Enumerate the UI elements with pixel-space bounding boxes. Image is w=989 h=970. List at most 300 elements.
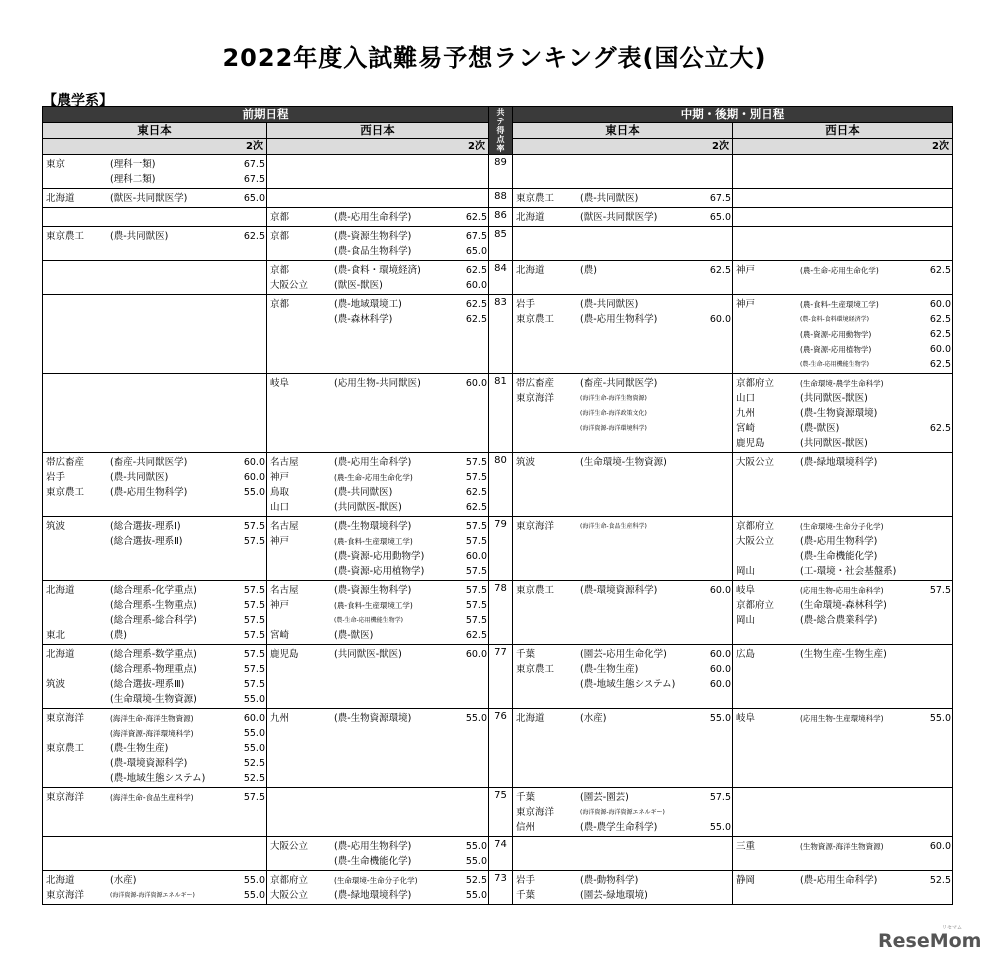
faculty-name: (総合選抜-理系Ⅱ): [110, 536, 183, 547]
deviation-value: 52.5: [465, 875, 487, 886]
score-cell: 86: [489, 208, 513, 227]
university-name: 京都府立: [736, 378, 775, 389]
cell-cw: [733, 453, 953, 517]
deviation-value: 62.5: [929, 314, 951, 325]
university-entry: [270, 647, 487, 662]
faculty-name: (農-資源-応用植物学): [800, 345, 872, 354]
header-niji: 2次: [733, 139, 953, 155]
university-name: 大阪公立: [736, 536, 775, 547]
cell-ce: [513, 453, 733, 517]
faculty-name: (海洋生命-食品生産科学): [110, 793, 194, 802]
university-name: 名古屋: [270, 585, 299, 596]
header-chuki-west: 西日本: [733, 123, 953, 139]
deviation-value: [923, 519, 951, 534]
faculty-name: (農-食料-食料環境経済学): [800, 316, 870, 323]
faculty-name: (農-共同獣医): [334, 487, 393, 498]
faculty-name: (農-緑地環境科学): [334, 890, 412, 901]
university-name: 東京: [46, 159, 66, 170]
deviation-value: 62.5: [929, 329, 951, 340]
university-entry: [516, 677, 731, 692]
university-name: [46, 771, 110, 786]
cell-cw: [733, 295, 953, 374]
faculty-name: (総合理系-総合科学): [110, 615, 197, 626]
university-name: 千葉: [516, 890, 536, 901]
cell-ze: [43, 261, 267, 295]
deviation-value: 62.5: [929, 265, 951, 276]
deviation-value: [923, 647, 951, 662]
university-name: 神戸: [736, 299, 756, 310]
header-niji: 2次: [43, 139, 267, 155]
faculty-name: (農-応用生物科学): [110, 487, 188, 498]
cell-ce: [513, 709, 733, 788]
deviation-value: [703, 421, 731, 436]
university-entry: [270, 598, 487, 613]
university-entry: [46, 662, 265, 677]
faculty-name: (農-応用生命科学): [800, 875, 878, 886]
deviation-value: 62.5: [465, 265, 487, 276]
university-name: 東京海洋: [516, 807, 555, 818]
deviation-value: [923, 391, 951, 406]
faculty-name: (生物生産-生物生産): [800, 649, 887, 660]
cell-zw: [267, 581, 489, 645]
faculty-name: (農-生命機能化学): [800, 551, 878, 562]
university-entry: [736, 391, 951, 406]
university-entry: [270, 312, 487, 327]
university-entry: [270, 278, 487, 293]
university-entry: [516, 711, 731, 726]
cell-zw: [267, 837, 489, 871]
university-name: 北海道: [46, 585, 75, 596]
cell-ze: [43, 374, 267, 453]
deviation-value: 60.0: [465, 378, 487, 389]
deviation-value: 57.5: [243, 536, 265, 547]
cell-ze: [43, 189, 267, 208]
deviation-value: 60.0: [929, 299, 951, 310]
university-name: [46, 662, 110, 677]
cell-zw: [267, 871, 489, 905]
score-cell: 83: [489, 295, 513, 374]
deviation-value: 57.5: [465, 521, 487, 532]
university-entry: [516, 263, 731, 278]
university-entry: [270, 263, 487, 278]
university-name: 帯広畜産: [516, 378, 555, 389]
table-row: [43, 374, 953, 453]
university-entry: [736, 534, 951, 549]
deviation-value: 57.5: [709, 792, 731, 803]
cell-ze: [43, 295, 267, 374]
deviation-value: [703, 391, 731, 406]
faculty-name: (理科二類): [110, 174, 156, 185]
university-name: 東京海洋: [46, 890, 85, 901]
university-entry: [736, 519, 951, 534]
university-name: 九州: [270, 713, 290, 724]
university-entry: [270, 376, 487, 391]
faculty-name: (農-資源-応用植物学): [334, 566, 425, 577]
cell-ze: [43, 871, 267, 905]
deviation-value: [923, 613, 951, 628]
university-entry: [736, 873, 951, 888]
university-entry: [736, 312, 951, 327]
university-entry: [270, 455, 487, 470]
deviation-value: 65.0: [243, 193, 265, 204]
deviation-value: [703, 805, 731, 820]
university-name: 筑波: [516, 457, 536, 468]
university-entry: [270, 229, 487, 244]
faculty-name: (海洋資源-海洋環境科学): [580, 425, 647, 432]
university-name: [270, 244, 334, 259]
faculty-name: (畜産-共同獣医学): [110, 457, 188, 468]
deviation-value: 57.5: [465, 536, 487, 547]
faculty-name: (海洋資源-海洋資源エネルギー): [110, 892, 195, 899]
faculty-name: (獣医-獣医): [334, 280, 383, 291]
deviation-value: 55.0: [709, 713, 731, 724]
university-name: 広島: [736, 649, 756, 660]
faculty-name: (農-生物環境科学): [334, 521, 412, 532]
faculty-name: (農-共同獣医): [580, 299, 639, 310]
university-name: 北海道: [516, 212, 545, 223]
deviation-value: 52.5: [243, 758, 265, 769]
university-name: [516, 406, 580, 421]
faculty-name: (生命環境-生物資源): [110, 694, 197, 705]
university-entry: [270, 613, 487, 628]
score-cell: 74: [489, 837, 513, 871]
deviation-value: 57.5: [465, 566, 487, 577]
table-row: [43, 295, 953, 374]
faculty-name: (水産): [110, 875, 137, 886]
faculty-name: (農-共同獣医): [110, 231, 169, 242]
header-niji: 2次: [267, 139, 489, 155]
deviation-value: [703, 888, 731, 903]
university-entry: [516, 888, 731, 903]
university-entry: [46, 692, 265, 707]
score-cell: 77: [489, 645, 513, 709]
cell-ce: [513, 261, 733, 295]
faculty-name: (農-緑地環境科学): [800, 457, 878, 468]
faculty-name: (水産): [580, 713, 607, 724]
header-zenki: 前期日程: [43, 107, 489, 123]
cell-zw: [267, 517, 489, 581]
deviation-value: 55.0: [929, 713, 951, 724]
faculty-name: (農-総合農業科学): [800, 615, 878, 626]
university-name: 信州: [516, 822, 536, 833]
faculty-name: (海洋資源-海洋環境科学): [110, 729, 194, 738]
deviation-value: 55.0: [243, 743, 265, 754]
deviation-value: [923, 406, 951, 421]
cell-ce: [513, 788, 733, 837]
university-entry: [270, 534, 487, 549]
deviation-value: 65.0: [465, 246, 487, 257]
table-row: [43, 261, 953, 295]
faculty-name: (総合選抜-理系Ⅰ): [110, 521, 181, 532]
university-name: 筑波: [46, 679, 66, 690]
faculty-name: (生命環境-農学生命科学): [800, 379, 884, 388]
university-name: 東京農工: [46, 743, 85, 754]
deviation-value: 57.5: [243, 585, 265, 596]
resemom-logo: ReseMom: [878, 930, 982, 952]
cell-zw: [267, 788, 489, 837]
faculty-name: (生命環境-生命分子化学): [800, 522, 884, 531]
header-kyote-label: 共テ得点率: [496, 108, 505, 153]
university-entry: [270, 549, 487, 564]
university-entry: [736, 455, 951, 470]
university-entry: [270, 873, 487, 888]
university-entry: [736, 342, 951, 357]
university-entry: [270, 244, 487, 259]
university-entry: [516, 873, 731, 888]
deviation-value: [703, 519, 731, 534]
faculty-name: (生物資源-海洋生物資源): [800, 842, 884, 851]
table-row: [43, 208, 953, 227]
faculty-name: (応用生物-共同獣医): [334, 378, 421, 389]
faculty-name: (海洋生命-海洋生物資源): [110, 714, 194, 723]
university-entry: [516, 455, 731, 470]
faculty-name: (農-生命-応用機能生物学): [334, 617, 404, 624]
faculty-name: (農-応用生物科学): [800, 536, 878, 547]
table-row: [43, 645, 953, 709]
deviation-value: 55.0: [465, 841, 487, 852]
faculty-name: (園芸-緑地環境): [580, 890, 648, 901]
cell-zw: [267, 645, 489, 709]
cell-ze: [43, 155, 267, 189]
university-entry: [270, 470, 487, 485]
cell-zw: [267, 155, 489, 189]
university-name: [516, 421, 580, 436]
deviation-value: [923, 534, 951, 549]
university-entry: [46, 229, 265, 244]
university-name: [270, 613, 334, 628]
university-name: 北海道: [46, 875, 75, 886]
university-entry: [736, 327, 951, 342]
deviation-value: 60.0: [929, 841, 951, 852]
deviation-value: 60.0: [243, 472, 265, 483]
university-name: 岩手: [46, 472, 66, 483]
deviation-value: 60.0: [709, 664, 731, 675]
cell-cw: [733, 709, 953, 788]
university-entry: [46, 677, 265, 692]
header-chuki: 中期・後期・別日程: [513, 107, 953, 123]
deviation-value: 57.5: [243, 792, 265, 803]
faculty-name: (農-資源生物科学): [334, 231, 412, 242]
university-name: 神戸: [270, 472, 290, 483]
university-entry: [46, 598, 265, 613]
score-cell: 80: [489, 453, 513, 517]
university-name: 東京海洋: [46, 792, 85, 803]
deviation-value: 57.5: [243, 600, 265, 611]
faculty-name: (農-食品生物科学): [334, 246, 412, 257]
university-entry: [46, 726, 265, 741]
university-entry: [516, 421, 731, 436]
faculty-name: (共同獣医-獣医): [334, 502, 402, 513]
table-row: [43, 871, 953, 905]
cell-ze: [43, 227, 267, 261]
cell-ce: [513, 837, 733, 871]
university-entry: [270, 628, 487, 643]
faculty-name: (総合理系-化学重点): [110, 585, 197, 596]
university-name: 九州: [736, 408, 756, 419]
deviation-value: [703, 297, 731, 312]
faculty-name: (農-資源-応用動物学): [800, 330, 872, 339]
cell-ce: [513, 208, 733, 227]
university-entry: [736, 406, 951, 421]
table-row: [43, 227, 953, 261]
university-name: 北海道: [46, 193, 75, 204]
deviation-value: 60.0: [465, 551, 487, 562]
university-entry: [516, 191, 731, 206]
university-entry: [46, 191, 265, 206]
faculty-name: (農-共同獣医): [580, 193, 639, 204]
deviation-value: [923, 436, 951, 451]
university-name: 鹿児島: [270, 649, 299, 660]
faculty-name: (生命環境-森林科学): [800, 600, 887, 611]
deviation-value: 57.5: [243, 630, 265, 641]
faculty-name: (農-食料・環境経済): [334, 265, 421, 276]
ranking-table: [42, 106, 953, 905]
university-entry: [46, 756, 265, 771]
faculty-name: (農-食料-生産環境工学): [800, 300, 879, 309]
faculty-name: (農-応用生物科学): [334, 841, 412, 852]
university-entry: [736, 421, 951, 436]
cell-cw: [733, 645, 953, 709]
deviation-value: 57.5: [243, 615, 265, 626]
university-name: 名古屋: [270, 521, 299, 532]
deviation-value: 60.0: [465, 280, 487, 291]
university-name: 岐阜: [270, 378, 290, 389]
university-name: 東京農工: [516, 314, 555, 325]
faculty-name: (総合理系-数学重点): [110, 649, 197, 660]
faculty-name: (農-地域生態システム): [580, 679, 676, 690]
university-entry: [516, 583, 731, 598]
cell-ze: [43, 645, 267, 709]
deviation-value: 55.0: [243, 875, 265, 886]
university-name: [736, 327, 800, 342]
university-name: 北海道: [516, 265, 545, 276]
table-row: [43, 517, 953, 581]
university-entry: [516, 790, 731, 805]
faculty-name: (農): [580, 265, 597, 276]
deviation-value: 52.5: [929, 875, 951, 886]
cell-cw: [733, 155, 953, 189]
faculty-name: (農-地域生態システム): [110, 773, 206, 784]
cell-cw: [733, 261, 953, 295]
header-chuki-east: 東日本: [513, 123, 733, 139]
university-name: 三重: [736, 841, 756, 852]
deviation-value: 57.5: [465, 585, 487, 596]
university-name: 北海道: [516, 713, 545, 724]
university-name: 名古屋: [270, 457, 299, 468]
university-name: 岡山: [736, 566, 756, 577]
faculty-name: (農-生物資源環境): [334, 713, 412, 724]
score-cell: 89: [489, 155, 513, 189]
university-name: [46, 756, 110, 771]
university-entry: [46, 485, 265, 500]
university-name: 東京農工: [46, 231, 85, 242]
university-name: 山口: [270, 502, 290, 513]
university-name: 東京農工: [516, 193, 555, 204]
deviation-value: [703, 376, 731, 391]
deviation-value: 57.5: [243, 664, 265, 675]
faculty-name: (農-共同獣医): [110, 472, 169, 483]
university-entry: [46, 711, 265, 726]
deviation-value: 60.0: [709, 649, 731, 660]
faculty-name: (農-環境資源科学): [110, 758, 188, 769]
deviation-value: 60.0: [709, 679, 731, 690]
header-zenki-west: 西日本: [267, 123, 489, 139]
deviation-value: 60.0: [465, 649, 487, 660]
university-entry: [516, 647, 731, 662]
faculty-name: (農-生命-応用生命化学): [334, 473, 413, 482]
university-name: [736, 357, 800, 372]
university-entry: [270, 888, 487, 903]
university-name: 神戸: [270, 600, 290, 611]
university-name: 東京海洋: [516, 521, 555, 532]
university-entry: [516, 391, 731, 406]
cell-ze: [43, 453, 267, 517]
university-entry: [736, 839, 951, 854]
deviation-value: 55.0: [465, 713, 487, 724]
faculty-name: (応用生物-応用生命科学): [800, 586, 884, 595]
faculty-name: (生命環境-生命分子化学): [334, 876, 418, 885]
table-row: [43, 788, 953, 837]
university-entry: [736, 711, 951, 726]
university-entry: [736, 598, 951, 613]
cell-cw: [733, 208, 953, 227]
university-entry: [46, 583, 265, 598]
faculty-name: (獣医-共同獣医学): [580, 212, 658, 223]
university-name: 東京海洋: [46, 713, 85, 724]
university-entry: [270, 564, 487, 579]
university-entry: [46, 790, 265, 805]
university-name: 岐阜: [736, 585, 756, 596]
university-name: [270, 549, 334, 564]
cell-cw: [733, 581, 953, 645]
faculty-name: (海洋生命-海洋政策文化): [580, 410, 647, 417]
deviation-value: 62.5: [465, 502, 487, 513]
university-entry: [270, 297, 487, 312]
university-entry: [270, 519, 487, 534]
cell-ce: [513, 155, 733, 189]
university-name: 岐阜: [736, 713, 756, 724]
deviation-value: [923, 376, 951, 391]
university-entry: [46, 771, 265, 786]
cell-ce: [513, 645, 733, 709]
university-name: 筑波: [46, 521, 66, 532]
cell-ze: [43, 208, 267, 227]
deviation-value: 60.0: [709, 314, 731, 325]
university-entry: [736, 549, 951, 564]
faculty-name: (農-地域環境工): [334, 299, 402, 310]
cell-ce: [513, 581, 733, 645]
deviation-value: 55.0: [243, 728, 265, 739]
table-row: [43, 189, 953, 208]
faculty-name: (農-応用生命科学): [334, 212, 412, 223]
university-entry: [46, 470, 265, 485]
table-row: [43, 155, 953, 189]
deviation-value: 62.5: [709, 265, 731, 276]
university-name: 大阪公立: [270, 841, 309, 852]
deviation-value: 57.5: [243, 649, 265, 660]
university-name: 東京農工: [516, 585, 555, 596]
university-entry: [516, 297, 731, 312]
university-name: 京都府立: [736, 521, 775, 532]
cell-ce: [513, 517, 733, 581]
university-name: 京都: [270, 212, 290, 223]
deviation-value: 62.5: [465, 299, 487, 310]
university-name: [736, 312, 800, 327]
university-entry: [270, 485, 487, 500]
faculty-name: (農-生物資源環境): [800, 408, 878, 419]
deviation-value: 60.0: [243, 713, 265, 724]
university-entry: [46, 455, 265, 470]
